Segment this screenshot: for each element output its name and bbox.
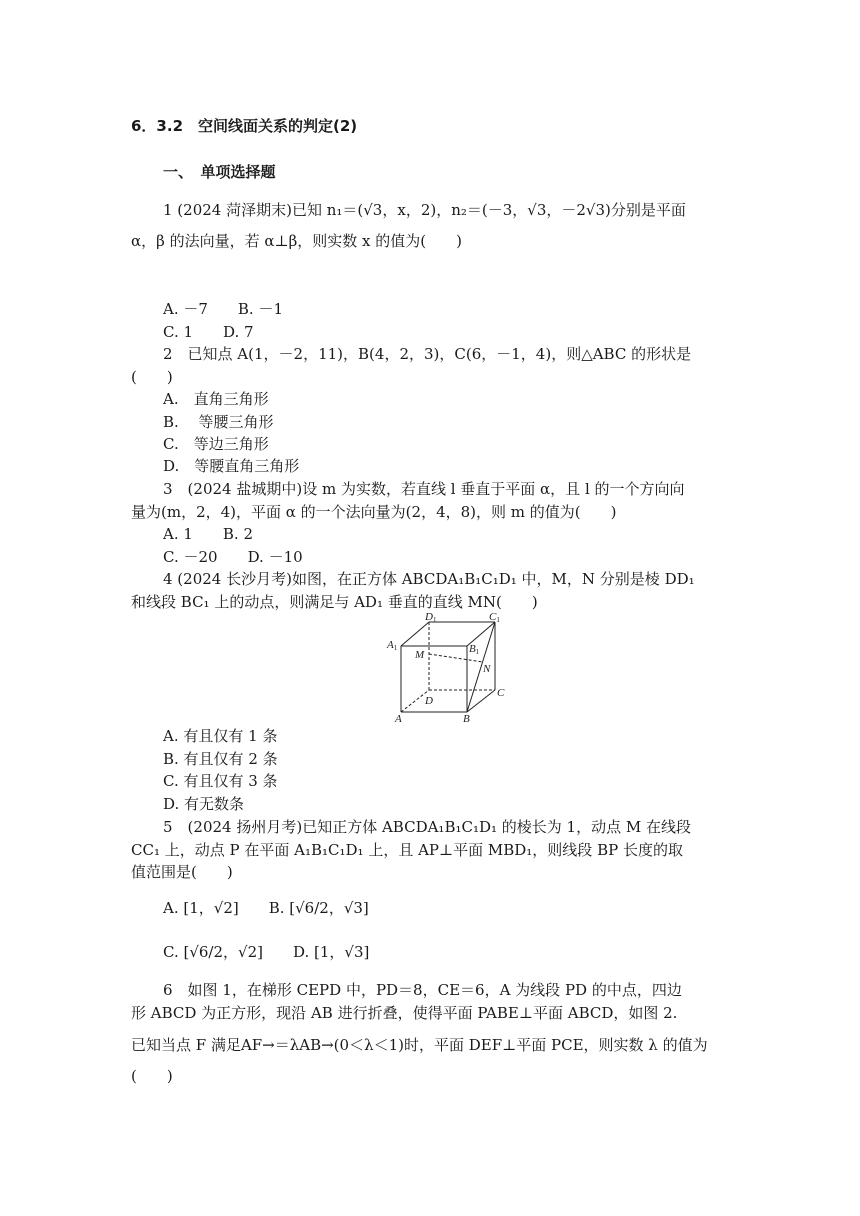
question-4-option-b: B. 有且仅有 2 条 bbox=[163, 750, 278, 768]
label-n: N bbox=[483, 663, 491, 675]
question-5-option-cd: C. [√6/2，√2] D. [1，√3] bbox=[163, 943, 370, 961]
question-4-line-2: 和线段 BC₁ 上的动点，则满足与 AD₁ 垂直的直线 MN( ) bbox=[131, 593, 538, 611]
question-4-option-d: D. 有无数条 bbox=[163, 795, 245, 813]
question-5-option-ab: A. [1，√2] B. [√6/2，√3] bbox=[163, 899, 369, 917]
question-1-line-1: 1 (2024 菏泽期末)已知 n₁＝(√3，x，2)，n₂＝(－3，√3，－2√3)分别是平面 bbox=[163, 201, 686, 219]
question-2-option-c: C. 等边三角形 bbox=[163, 435, 269, 453]
question-1-option-ab: A. －7 B. －1 bbox=[163, 300, 284, 318]
question-2-line-2: ( ) bbox=[131, 368, 173, 386]
label-d: D bbox=[425, 695, 433, 707]
label-b: B bbox=[463, 713, 470, 724]
question-6-line-1: 6 如图 1，在梯形 CEPD 中，PD＝8，CE＝6，A 为线段 PD 的中点，四边 bbox=[163, 981, 682, 999]
label-m: M bbox=[415, 649, 425, 661]
question-6-line-4: ( ) bbox=[131, 1067, 173, 1085]
question-2-option-d: D. 等腰直角三角形 bbox=[163, 457, 300, 475]
question-5-line-2: CC₁ 上，动点 P 在平面 A₁B₁C₁D₁ 上，且 AP⊥平面 MBD₁，则线段 BP 长度的取 bbox=[131, 841, 683, 859]
question-5-line-3: 值范围是( ) bbox=[131, 863, 233, 881]
label-a: A bbox=[395, 713, 402, 724]
question-3-option-ab: A. 1 B. 2 bbox=[163, 525, 254, 543]
label-b1: B1 bbox=[469, 643, 480, 656]
question-1-option-cd: C. 1 D. 7 bbox=[163, 323, 254, 341]
question-6-line-3: 已知当点 F 满足AF→＝λAB→(0＜λ＜1)时，平面 DEF⊥平面 PCE，则实数 λ 的值为 bbox=[131, 1036, 708, 1054]
question-4-option-c: C. 有且仅有 3 条 bbox=[163, 772, 278, 790]
question-3-line-1: 3 (2024 盐城期中)设 m 为实数，若直线 l 垂直于平面 α，且 l 的一个方向向 bbox=[163, 480, 685, 498]
question-2-option-b: B. 等腰三角形 bbox=[163, 413, 274, 431]
question-5-line-1: 5 (2024 扬州月考)已知正方体 ABCDA₁B₁C₁D₁ 的棱长为 1，动点 M 在线段 bbox=[163, 818, 691, 836]
question-1-line-2: α，β 的法向量，若 α⊥β，则实数 x 的值为( ) bbox=[131, 232, 462, 250]
label-c: C bbox=[497, 687, 505, 699]
page-title: 6．3.2 空间线面关系的判定(2) bbox=[131, 117, 358, 135]
question-3-line-2: 量为(m，2，4)，平面 α 的一个法向量为(2，4，8)，则 m 的值为( ) bbox=[131, 503, 617, 521]
cube-figure bbox=[385, 612, 515, 724]
label-c1: C1 bbox=[489, 612, 500, 624]
section-heading: 一、 单项选择题 bbox=[163, 163, 276, 181]
question-4-option-a: A. 有且仅有 1 条 bbox=[163, 727, 278, 745]
question-2-option-a: A. 直角三角形 bbox=[163, 390, 269, 408]
question-4-line-1: 4 (2024 长沙月考)如图，在正方体 ABCDA₁B₁C₁D₁ 中，M，N 分别是棱 DD₁ bbox=[163, 570, 695, 588]
label-d1: D1 bbox=[425, 612, 437, 624]
question-3-option-cd: C. －20 D. －10 bbox=[163, 548, 303, 566]
question-6-line-2: 形 ABCD 为正方形，现沿 AB 进行折叠，使得平面 PABE⊥平面 ABCD，如图 2. bbox=[131, 1004, 678, 1022]
question-2-line-1: 2 已知点 A(1，－2，11)，B(4，2，3)，C(6，－1，4)，则△ABC 的形状是 bbox=[163, 345, 692, 363]
label-a1: A1 bbox=[387, 639, 398, 652]
